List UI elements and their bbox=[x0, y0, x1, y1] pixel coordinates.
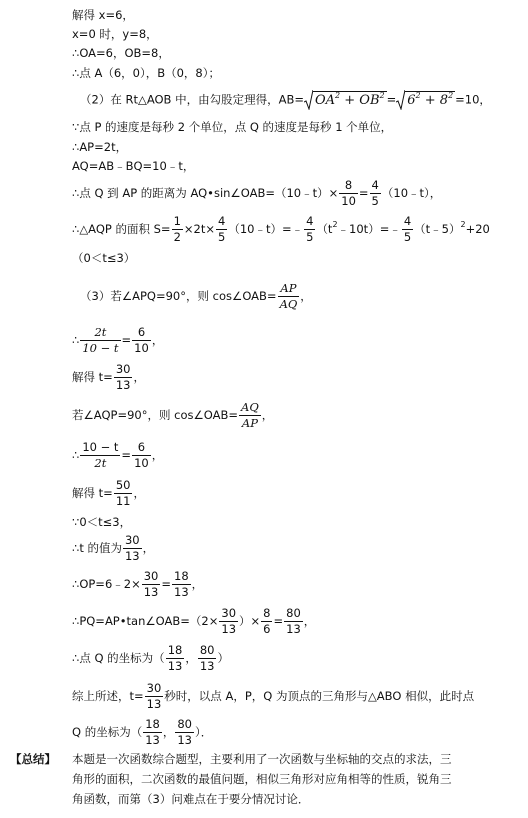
fraction: $\frac{4}{5}$ bbox=[371, 178, 379, 208]
line-op: ∴OP=6﹣2× $\frac{30}{13}$ = $\frac{18}{13}$ ， bbox=[72, 569, 204, 599]
line-part3-apq: （3）若∠APQ=90°，则 cos∠OAB= $\frac{AP}{AQ}$ ， bbox=[80, 281, 312, 311]
fraction: $\frac{8}{6}$ bbox=[263, 606, 271, 636]
fraction: $\frac{18}{13}$ bbox=[145, 717, 160, 747]
line-oa-ob: ∴OA=6，OB=8， bbox=[72, 46, 170, 60]
fraction: $\frac{4}{5}$ bbox=[306, 214, 314, 244]
line-ap: ∴AP=2t， bbox=[72, 140, 128, 154]
sqrt-6-8: $6^2 + 8^2$ bbox=[396, 90, 455, 110]
line-point-a-b: ∴点 A（6，0），B（0，8）； bbox=[72, 66, 220, 80]
line-q-coordinates: ∴点 Q 的坐标为（ $\frac{18}{13}$ ， $\frac{80}{13}$ ） bbox=[72, 643, 229, 673]
summary-line-1: 本题是一次函数综合题型，主要利用了一次函数与坐标轴的交点的求法，三 bbox=[72, 752, 452, 766]
fraction: $\frac{18}{13}$ bbox=[174, 569, 189, 599]
fraction: $\frac{80}{13}$ bbox=[177, 717, 192, 747]
line-equation-1: ∴ $\frac{2t}{10 - t}$ = $\frac{6}{10}$ ， bbox=[72, 325, 164, 355]
line-t-value: ∴t 的值为 $\frac{30}{13}$ ， bbox=[72, 533, 155, 563]
line-area-s: ∴△AQP 的面积 S= $\frac{1}{2}$ ×2t× $\frac{4}{5}$ （10﹣t）=﹣ $\frac{4}{5}$ $(t^2﹣10t)=﹣$ $\frac{4}{5}$ （t﹣5）$^2$+20 bbox=[72, 214, 490, 244]
line-x0-y8: x=0 时，y=8， bbox=[72, 27, 158, 41]
line-aq: AQ=AB﹣BQ=10﹣t， bbox=[72, 159, 195, 173]
fraction: $\frac{1}{2}$ bbox=[173, 214, 181, 244]
fraction: $\frac{80}{13}$ bbox=[286, 606, 301, 636]
fraction: $\frac{30}{13}$ bbox=[146, 681, 162, 711]
line-solve-x: 解得 x=6， bbox=[72, 8, 134, 22]
sqrt-oa-ob: $OA^2 + OB^2$ bbox=[304, 90, 387, 110]
fraction: $\frac{30}{13}$ bbox=[115, 362, 131, 392]
line-speeds: ∵点 P 的速度是每秒 2 个单位，点 Q 的速度是每秒 1 个单位， bbox=[72, 120, 393, 134]
fraction: $\frac{30}{13}$ bbox=[143, 569, 159, 599]
fraction: $\frac{8}{10}$ bbox=[341, 178, 356, 208]
line-t-30-13: 解得 t= $\frac{30}{13}$ ， bbox=[72, 362, 145, 392]
summary-line-3: 角函数，而第（3）问难点在于要分情况讨论． bbox=[72, 792, 310, 806]
line-equation-2: ∴ $\frac{10 - t}{2t}$ = $\frac{6}{10}$ ， bbox=[72, 440, 164, 470]
fraction: $\frac{4}{5}$ bbox=[403, 214, 412, 244]
line-part2-ab: （2）在 Rt△AOB 中，由勾股定理得，$AB= OA^2 + OB^2 = 6^2 + 8^2 =10$， bbox=[80, 90, 491, 110]
fraction: $\frac{AQ}{AP}$ bbox=[241, 400, 259, 430]
fraction: $\frac{6}{10}$ bbox=[134, 325, 149, 355]
fraction: $\frac{30}{13}$ bbox=[221, 606, 237, 636]
fraction: $\frac{2t}{10 - t}$ bbox=[82, 325, 119, 355]
fraction: $\frac{6}{10}$ bbox=[134, 440, 149, 470]
fraction: $\frac{50}{11}$ bbox=[115, 478, 131, 508]
line-q-final: Q 的坐标为（ $\frac{18}{13}$ ， $\frac{80}{13}$ ）． bbox=[72, 717, 213, 747]
fraction: $\frac{30}{13}$ bbox=[124, 533, 140, 563]
line-conclusion: 综上所述，t= $\frac{30}{13}$ 秒时，以点 A，P，Q 为顶点的三角形与△ABO 相似，此时点 bbox=[72, 681, 475, 711]
fraction: $\frac{10 - t}{2t}$ bbox=[82, 440, 119, 470]
fraction: $\frac{AP}{AQ}$ bbox=[279, 281, 298, 311]
line-t-50-11: 解得 t= $\frac{50}{11}$ ， bbox=[72, 478, 145, 508]
line-distance-q-ap: ∴点 Q 到 AP 的距离为 AQ•sin∠OAB=（10﹣t）× $\frac{8}{10}$ = $\frac{4}{5}$ （10﹣t）， bbox=[72, 178, 442, 208]
fraction: $\frac{18}{13}$ bbox=[167, 643, 183, 673]
summary-tag: 【总结】 bbox=[10, 752, 56, 766]
summary-line-2: 角形的面积，二次函数的最值问题，相似三角形对应角相等的性质，锐角三 bbox=[72, 772, 452, 786]
line-t-range-2: ∵0＜t≤3， bbox=[72, 515, 132, 529]
fraction: $\frac{4}{5}$ bbox=[218, 214, 226, 244]
line-t-range: （0＜t≤3） bbox=[72, 251, 136, 265]
line-aqp-90: 若∠AQP=90°，则 cos∠OAB= $\frac{AQ}{AP}$ ， bbox=[72, 400, 274, 430]
line-pq: ∴PQ=AP•tan∠OAB=（2× $\frac{30}{13}$ ）× $\frac{8}{6}$ = $\frac{80}{13}$ ， bbox=[72, 606, 316, 636]
fraction: $\frac{80}{13}$ bbox=[199, 643, 215, 673]
